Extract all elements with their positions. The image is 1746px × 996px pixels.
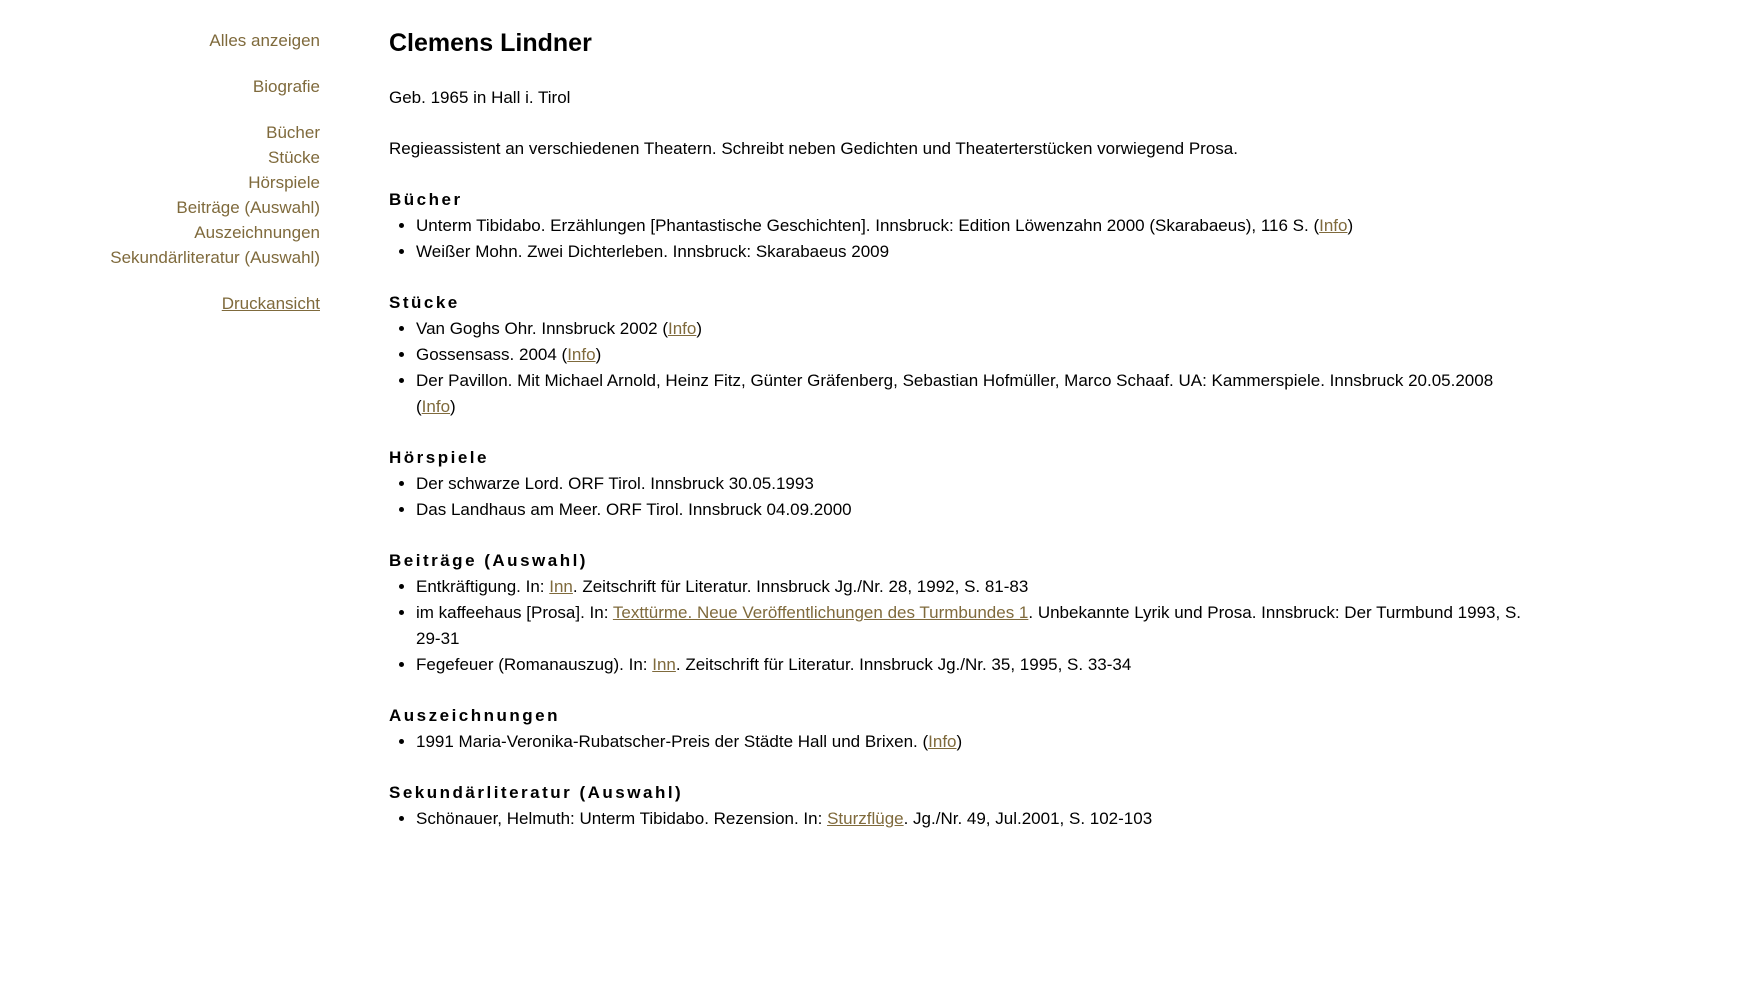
entry: • Gossensass. 2004 (Info): [416, 342, 1531, 368]
section-buecher: [389, 187, 1531, 265]
sidebar-group: [0, 74, 320, 99]
sidebar: [0, 28, 320, 872]
section-heading: Hörspiele: [389, 448, 489, 467]
section-stuecke: [389, 290, 1531, 420]
entry-list: [389, 574, 1531, 678]
journal-link[interactable]: Inn: [549, 577, 573, 596]
main-content: [389, 28, 1531, 872]
bio-line: Regieassistent an verschiedenen Theatern. Schreibt neben Gedichten und Theaterterstücken vorwiegend Prosa.: [389, 139, 1238, 158]
sidebar-group: [0, 28, 320, 53]
entry: • Schönauer, Helmuth: Unterm Tibidabo. Rezension. In: Sturzflüge. Jg./Nr. 49, Jul.2001, S. 102-103: [416, 806, 1531, 832]
entry-list: [389, 806, 1531, 832]
entry: • Weißer Mohn. Zwei Dichterleben. Innsbruck: Skarabaeus 2009: [416, 239, 1531, 265]
sidebar-item-alles-anzeigen[interactable]: Alles anzeigen: [209, 31, 320, 50]
sidebar-group: [0, 120, 320, 270]
info-link[interactable]: Info: [928, 732, 957, 751]
info-link[interactable]: Info: [567, 345, 596, 364]
entry: • Van Goghs Ohr. Innsbruck 2002 (Info): [416, 316, 1531, 342]
section-heading: Sekundärliteratur (Auswahl): [389, 783, 684, 802]
section-sekundaerliteratur: [389, 780, 1531, 832]
journal-link[interactable]: Inn: [652, 655, 676, 674]
sidebar-item-auszeichnungen[interactable]: Auszeichnungen: [194, 223, 320, 242]
sidebar-item-sekundaerliteratur[interactable]: Sekundärliteratur (Auswahl): [110, 248, 320, 267]
entry: • im kaffeehaus [Prosa]. In: Texttürme. Neue Veröffentlichungen des Turmbundes 1. Unbekannte Lyrik und Prosa. Innsbruck: Der Turmbund 1993, S. 29-31: [416, 600, 1531, 652]
section-heading: Auszeichnungen: [389, 706, 561, 725]
entry: • Unterm Tibidabo. Erzählungen [Phantastische Geschichten]. Innsbruck: Edition Löwenzahn 2000 (Skarabaeus), 116 S. (Info): [416, 213, 1531, 239]
sidebar-item-buecher[interactable]: Bücher: [266, 123, 320, 142]
entry: • Entkräftigung. In: Inn. Zeitschrift für Literatur. Innsbruck Jg./Nr. 28, 1992, S. 81-83: [416, 574, 1531, 600]
journal-link[interactable]: Texttürme. Neue Veröffentlichungen des Turmbundes 1: [612, 603, 1029, 622]
sidebar-item-hoerspiele[interactable]: Hörspiele: [248, 173, 320, 192]
info-link[interactable]: Info: [421, 397, 451, 416]
entry: • 1991 Maria-Veronika-Rubatscher-Preis der Städte Hall und Brixen. (Info): [416, 729, 1531, 755]
section-auszeichnungen: [389, 703, 1531, 755]
sidebar-item-stuecke[interactable]: Stücke: [268, 148, 320, 167]
info-link[interactable]: Info: [1319, 216, 1348, 235]
print-view-link[interactable]: Druckansicht: [221, 294, 320, 313]
entry: • Das Landhaus am Meer. ORF Tirol. Innsbruck 04.09.2000: [416, 497, 1531, 523]
section-beitraege: [389, 548, 1531, 678]
entry-list: [389, 729, 1531, 755]
section-heading: Beiträge (Auswahl): [389, 551, 588, 570]
entry: • Fegefeuer (Romanauszug). In: Inn. Zeitschrift für Literatur. Innsbruck Jg./Nr. 35, 1995, S. 33-34: [416, 652, 1531, 678]
info-link[interactable]: Info: [668, 319, 697, 338]
entry: • Der schwarze Lord. ORF Tirol. Innsbruck 30.05.1993: [416, 471, 1531, 497]
section-heading: Stücke: [389, 293, 460, 312]
section-hoerspiele: [389, 445, 1531, 523]
journal-link[interactable]: Sturzflüge: [827, 809, 904, 828]
birth-line: Geb. 1965 in Hall i. Tirol: [389, 88, 571, 107]
page-title: Clemens Lindner: [389, 29, 592, 57]
sidebar-item-beitraege[interactable]: Beiträge (Auswahl): [176, 198, 320, 217]
sidebar-nav: [0, 28, 320, 270]
entry-list: [389, 471, 1531, 523]
entry: • Der Pavillon. Mit Michael Arnold, Heinz Fitz, Günter Gräfenberg, Sebastian Hofmüller, Marco Schaaf. UA: Kammerspiele. Innsbruck 20.05.2008 (Info): [416, 368, 1531, 420]
sidebar-item-biografie[interactable]: Biografie: [252, 77, 320, 96]
section-heading: Bücher: [389, 190, 463, 209]
entry-list: [389, 316, 1531, 420]
entry-list: [389, 213, 1531, 265]
bibliography-sections: [389, 187, 1531, 832]
